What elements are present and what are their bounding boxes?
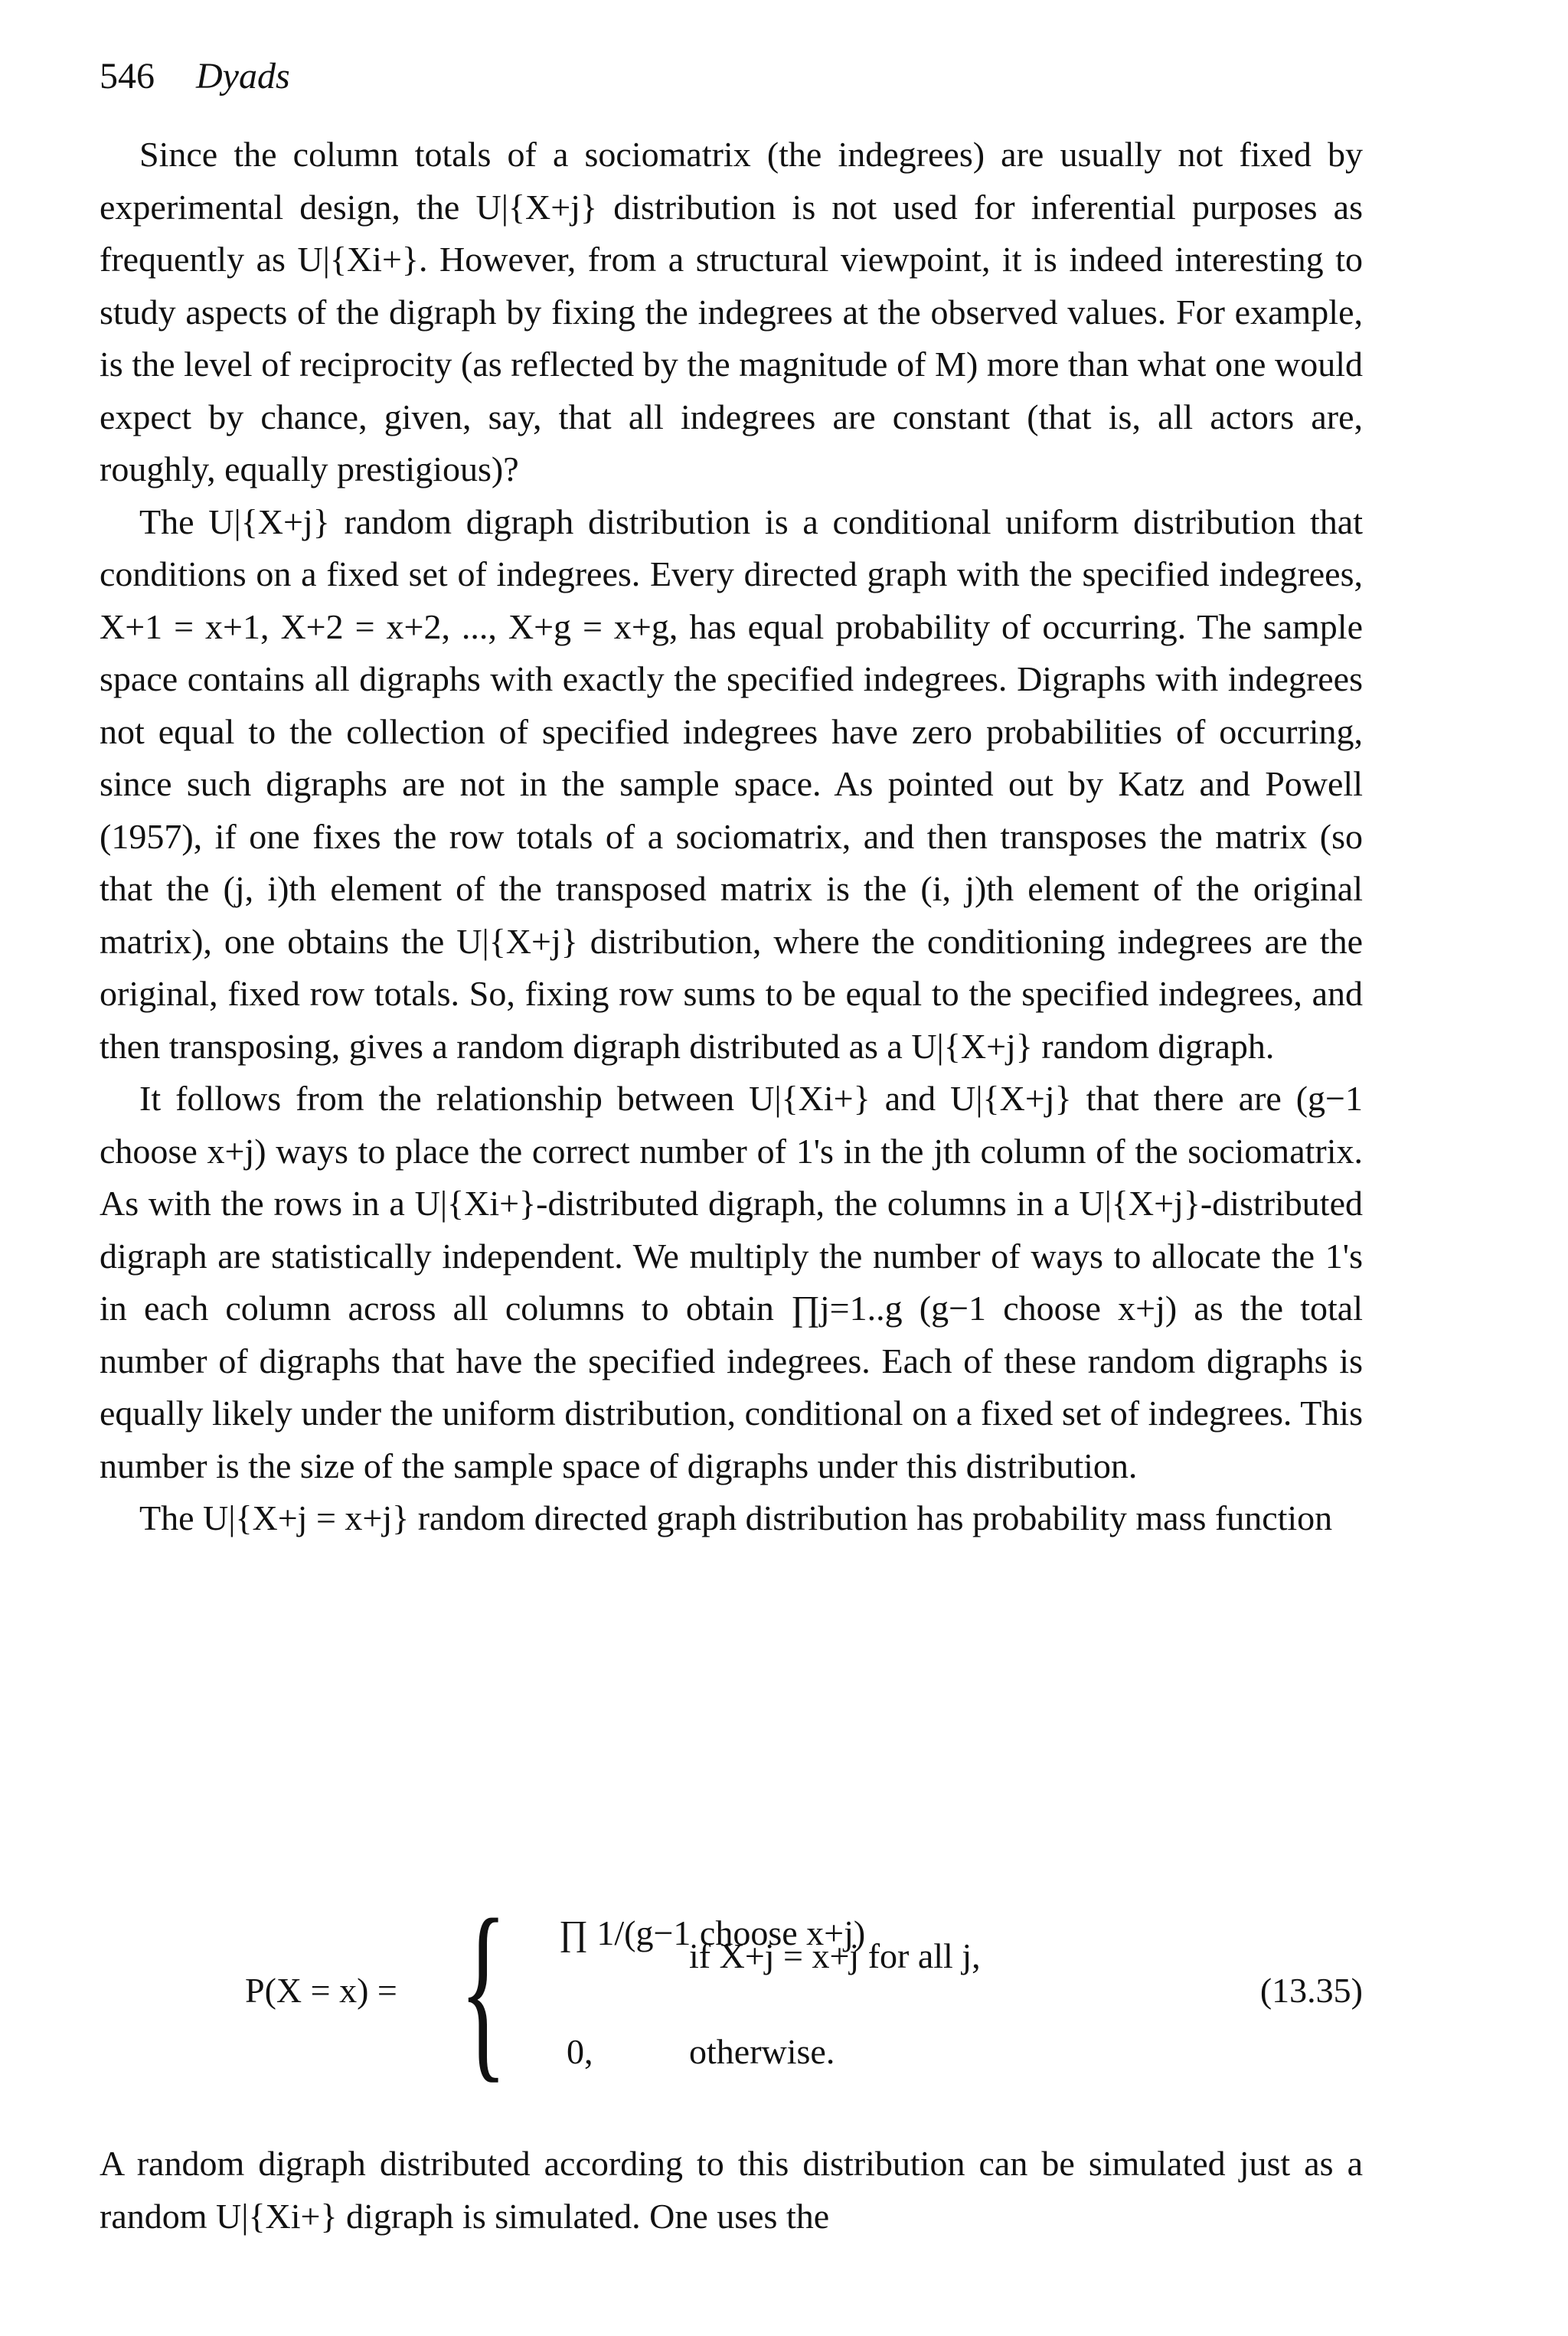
equation-number: (13.35) — [1259, 1971, 1363, 2010]
paragraph-1: Since the column totals of a sociomatrix (the indegrees) are usually not fixed by experimental design, the U|{X+j} distribution is not used for inferential purposes as frequently as U|{Xi+}. However, from a structural viewpoint, it is indeed interesting to study aspects of the digraph by fixing the indegrees at the observed values. For example, is the level of reciprocity (as reflected by the magnitude of M) more than what one would expect by chance, given, say, that all indegrees are constant (that is, all actors are, roughly, equally prestigious)? — [100, 135, 1363, 488]
paragraph-2: The U|{X+j} random digraph distribution is a conditional uniform distribution that conditions on a fixed set of indegrees. Every directed graph with the specified indegrees, X+1 = x+1, X+2 = x+2, ..., X+g = x+g, has equal probability of occurring. The sample space contains all digraphs with exactly the specified indegrees. Digraphs with indegrees not equal to the collection of specified indegrees have zero probabilities of occurring, since such digraphs are not in the sample space. As pointed out by Katz and Powell (1957), if one fixes the row totals of a sociomatrix, and then transposes the matrix (so that the (j, i)th element of the transposed matrix is the (i, j)th element of the original matrix), one obtains the U|{X+j} distribution, where the conditioning indegrees are the original, fixed row totals. So, fixing row sums to be equal to the specified indegrees, and then transposing, gives a random digraph distributed as a U|{X+j} random digraph. — [100, 502, 1363, 1066]
page-header — [100, 55, 290, 97]
paragraph-4: The U|{X+j = x+j} random directed graph distribution has probability mass function — [139, 1498, 1333, 1537]
paragraph-5: A random digraph distributed according to this distribution can be simulated just as a random U|{Xi+} digraph is simulated. One uses the — [100, 2144, 1363, 2236]
equation-13-35 — [100, 1879, 1363, 2099]
equation-case-1-expr: ∏ 1/(g−1 choose x+j) — [559, 1913, 866, 1952]
left-brace: { — [459, 1879, 508, 2099]
body-text — [100, 129, 1363, 1545]
equation-lhs: P(X = x) = — [245, 1971, 397, 2010]
body-text-continued — [100, 2138, 1363, 2243]
equation-case-1-condition: if X+j = x+j for all j, — [689, 1936, 981, 1975]
equation-case-2-expr: 0, — [567, 2032, 593, 2071]
equation-case-2-condition: otherwise. — [689, 2032, 835, 2071]
page-number: 546 — [100, 56, 155, 96]
running-title: Dyads — [196, 56, 290, 96]
paragraph-3: It follows from the relationship between U|{Xi+} and U|{X+j} that there are (g−1 choose x+j) ways to place the correct number of 1's in the jth column of the sociomatrix. As with the rows in a U|{Xi+}-distributed digraph, the columns in a U|{X+j}-distributed digraph are statistically independent. We multiply the number of ways to allocate the 1's in each column across all columns to obtain ∏j=1..g (g−1 choose x+j) as the total number of digraphs that have the specified indegrees. Each of these random digraphs is equally likely under the uniform distribution, conditional on a fixed set of indegrees. This number is the size of the sample space of digraphs under this distribution. — [100, 1079, 1363, 1485]
